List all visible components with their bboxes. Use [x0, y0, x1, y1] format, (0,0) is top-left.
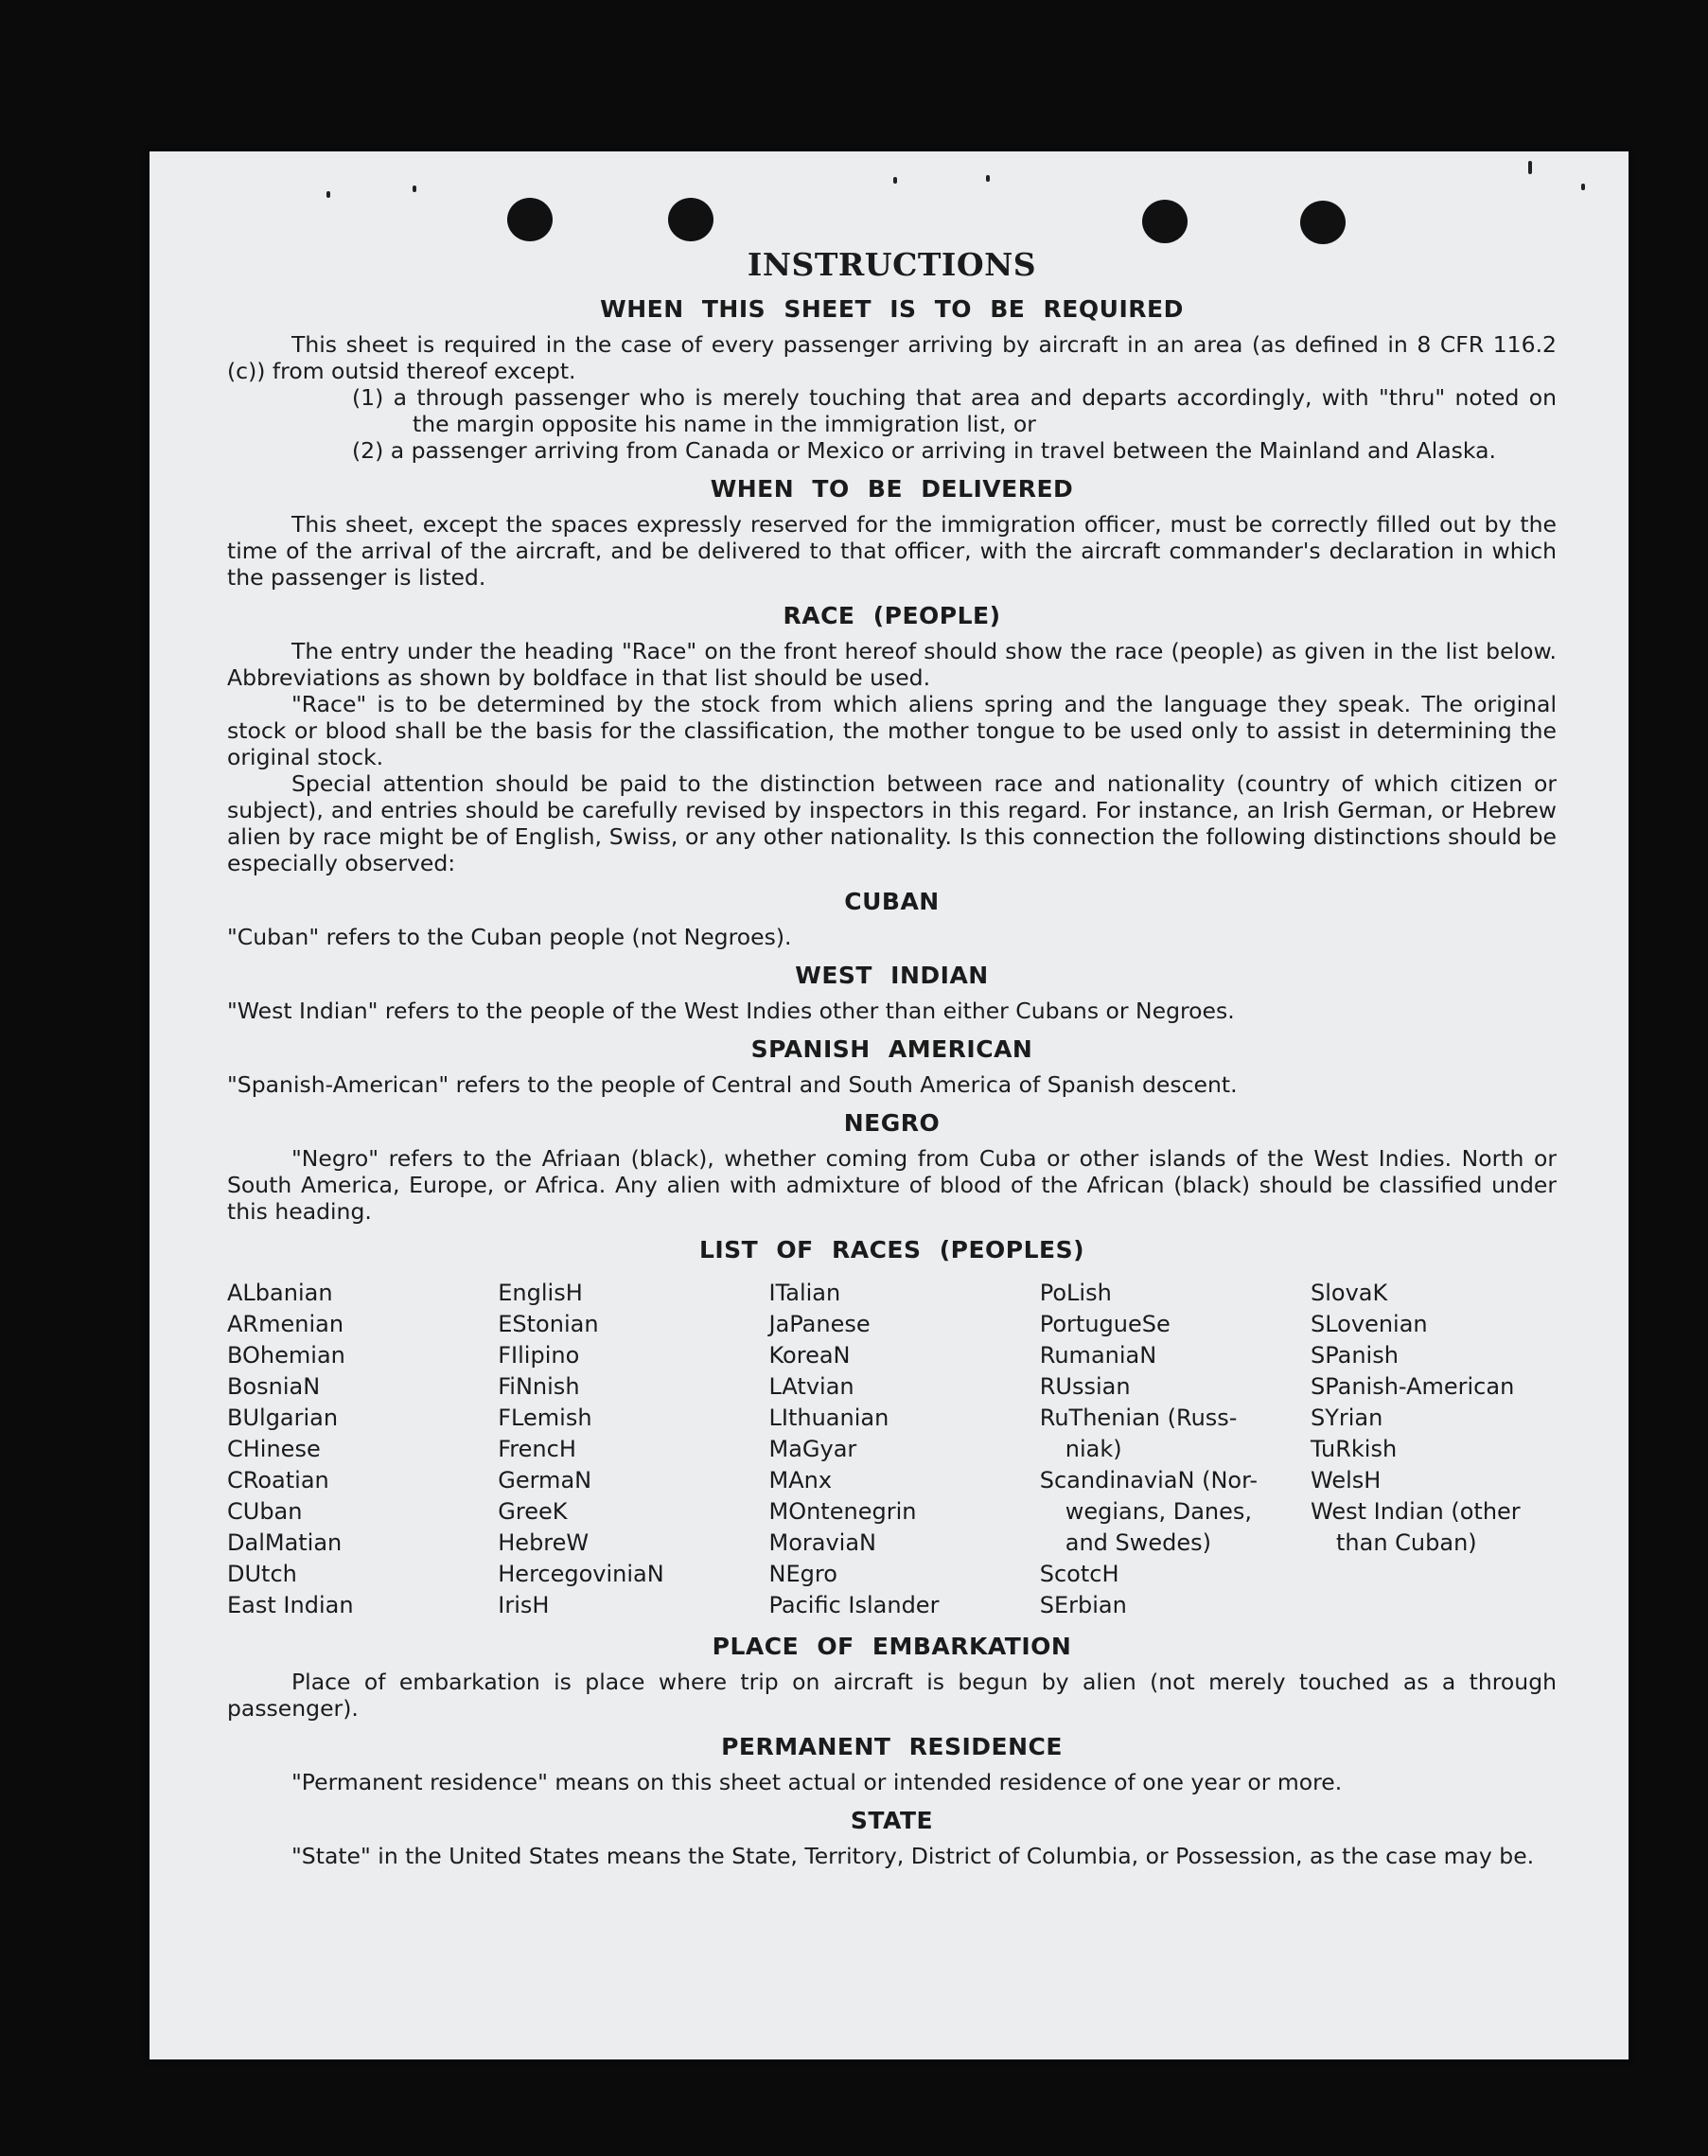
race-entry: MAnx	[768, 1467, 833, 1493]
race-entry: ScotcH	[1039, 1561, 1119, 1587]
list-item: (1) a through passenger who is merely touching that area and departs accordingly, with "thru" noted on the margin opposite his name in the immigration list, or	[352, 384, 1557, 437]
paragraph: "Race" is to be determined by the stock from which aliens spring and the language they speak. The original stock or blood shall be the basis for the classification, the mother tongue to be used only to assist in determining the original stock.	[227, 691, 1557, 770]
section-heading-state: STATE	[850, 1807, 934, 1834]
speck	[413, 186, 416, 192]
race-entry: DUtch	[227, 1561, 297, 1587]
paragraph: "Spanish-American" refers to the people of Central and South America of Spanish descent.	[227, 1071, 1238, 1098]
race-entry: BOhemian	[227, 1342, 345, 1369]
race-entry: GreeK	[498, 1498, 568, 1525]
paragraph: The entry under the heading "Race" on the front hereof should show the race (people) as given in the list below. Abbreviations as shown by boldface in that list should be used.	[227, 638, 1557, 691]
race-entry: FiNnish	[498, 1373, 580, 1400]
race-entry: CHinese	[227, 1436, 321, 1462]
race-column	[227, 1278, 473, 1621]
race-entry: KoreaN	[768, 1342, 851, 1369]
race-entry: HebreW	[498, 1529, 590, 1556]
race-entry: PoLish	[1039, 1280, 1112, 1306]
race-entry: ALbanian	[227, 1280, 333, 1306]
race-entry: West Indian (other	[1311, 1498, 1521, 1525]
race-entry: DalMatian	[227, 1529, 343, 1556]
paragraph: "Cuban" refers to the Cuban people (not Negroes).	[227, 924, 792, 950]
section-heading-negro: NEGRO	[843, 1109, 941, 1137]
race-entry: FLemish	[498, 1405, 592, 1431]
race-entry: and Swedes)	[1065, 1529, 1212, 1556]
section-heading-list-of-races: LIST OF RACES (PEOPLES)	[698, 1236, 1085, 1264]
race-entry: LIthuanian	[768, 1405, 889, 1431]
race-entry: Pacific Islander	[768, 1592, 940, 1618]
race-list	[227, 1278, 1557, 1621]
race-entry: SlovaK	[1311, 1280, 1388, 1306]
race-entry: WelsH	[1311, 1467, 1382, 1493]
section-heading-cuban: CUBAN	[844, 888, 940, 915]
section-heading-spanish-american: SPANISH AMERICAN	[750, 1035, 1033, 1063]
paragraph: "State" in the United States means the State, Territory, District of Columbia, or Possession, as the case may be.	[291, 1843, 1535, 1869]
race-entry: CRoatian	[227, 1467, 329, 1493]
section-heading-residence: PERMANENT RESIDENCE	[721, 1733, 1063, 1760]
race-entry: SPanish	[1311, 1342, 1399, 1369]
race-entry: than Cuban)	[1336, 1529, 1477, 1556]
race-entry: RUssian	[1039, 1373, 1131, 1400]
section-heading-race: RACE (PEOPLE)	[783, 602, 1001, 629]
paragraph: Place of embarkation is place where trip on aircraft is begun by alien (not merely touched as a through passenger).	[227, 1669, 1557, 1722]
paragraph: This sheet, except the spaces expressly reserved for the immigration officer, must be correctly filled out by the time of the arrival of the aircraft, and be delivered to that officer, with the aircraft commander's declaration in which the passenger is listed.	[227, 511, 1557, 591]
paragraph: "West Indian" refers to the people of the West Indies other than either Cubans or Negroes.	[227, 998, 1235, 1024]
race-entry: SPanish-American	[1311, 1373, 1515, 1400]
race-entry: RuThenian (Russ-	[1039, 1405, 1238, 1431]
race-entry: TuRkish	[1311, 1436, 1398, 1462]
speck	[986, 175, 990, 182]
race-entry: MoraviaN	[768, 1529, 876, 1556]
instruction-sheet	[150, 151, 1629, 2059]
race-entry: BUlgarian	[227, 1405, 339, 1431]
race-entry: wegians, Danes,	[1065, 1498, 1253, 1525]
speck	[893, 177, 897, 184]
speck	[1581, 184, 1585, 190]
race-entry: MOntenegrin	[768, 1498, 917, 1525]
race-entry: EStonian	[498, 1311, 599, 1337]
punch-hole	[1300, 201, 1346, 244]
race-entry: BosniaN	[227, 1373, 321, 1400]
race-entry: FrencH	[498, 1436, 576, 1462]
paragraph: "Negro" refers to the Afriaan (black), whether coming from Cuba or other islands of the West Indies. North or South America, Europe, or Africa. Any alien with admixture of blood of the African (black) should be classified under this heading.	[227, 1145, 1557, 1225]
punch-hole	[507, 198, 553, 241]
race-column	[1311, 1278, 1557, 1621]
speck	[1528, 161, 1532, 174]
race-entry: LAtvian	[768, 1373, 854, 1400]
paragraph: "Permanent residence" means on this sheet actual or intended residence of one year or more.	[291, 1769, 1343, 1795]
race-column	[1040, 1278, 1286, 1621]
page-title: INSTRUCTIONS	[747, 246, 1037, 283]
race-entry: PortugueSe	[1039, 1311, 1171, 1337]
race-entry: EnglisH	[498, 1280, 583, 1306]
race-entry: RumaniaN	[1039, 1342, 1157, 1369]
race-entry: SErbian	[1039, 1592, 1127, 1618]
race-entry: NEgro	[768, 1561, 837, 1587]
section-heading-west-indian: WEST INDIAN	[795, 962, 989, 989]
race-entry: IrisH	[498, 1592, 550, 1618]
section-heading-delivered: WHEN TO BE DELIVERED	[710, 475, 1074, 503]
race-entry: CUban	[227, 1498, 303, 1525]
race-entry: GermaN	[498, 1467, 592, 1493]
punch-hole	[1142, 200, 1188, 243]
race-entry: ARmenian	[227, 1311, 344, 1337]
speck	[326, 191, 330, 198]
race-entry: ITalian	[768, 1280, 841, 1306]
race-entry: ScandinaviaN (Nor-	[1039, 1467, 1259, 1493]
paragraph: This sheet is required in the case of every passenger arriving by aircraft in an area (as defined in 8 CFR 116.2 (c)) from outsid thereof except.	[227, 331, 1557, 384]
section-heading-required: WHEN THIS SHEET IS TO BE REQUIRED	[600, 295, 1184, 323]
race-column	[498, 1278, 744, 1621]
document-body	[227, 246, 1557, 1869]
punch-hole	[668, 198, 713, 241]
race-entry: HercegoviniaN	[498, 1561, 664, 1587]
list-item: (2) a passenger arriving from Canada or Mexico or arriving in travel between the Mainland and Alaska.	[352, 437, 1496, 464]
race-column	[769, 1278, 1015, 1621]
race-entry: niak)	[1065, 1436, 1122, 1462]
race-entry: SLovenian	[1311, 1311, 1428, 1337]
race-entry: SYrian	[1311, 1405, 1383, 1431]
section-heading-embarkation: PLACE OF EMBARKATION	[712, 1633, 1072, 1660]
paragraph: Special attention should be paid to the distinction between race and nationality (country of which citizen or subject), and entries should be carefully revised by inspectors in this regard. For instance, an Irish German, or Hebrew alien by race might be of English, Swiss, or any other nationality. Is this connection the following distinctions should be especially observed:	[227, 770, 1557, 876]
race-entry: JaPanese	[768, 1311, 871, 1337]
race-entry: East Indian	[227, 1592, 354, 1618]
race-entry: MaGyar	[768, 1436, 857, 1462]
race-entry: FIlipino	[498, 1342, 580, 1369]
